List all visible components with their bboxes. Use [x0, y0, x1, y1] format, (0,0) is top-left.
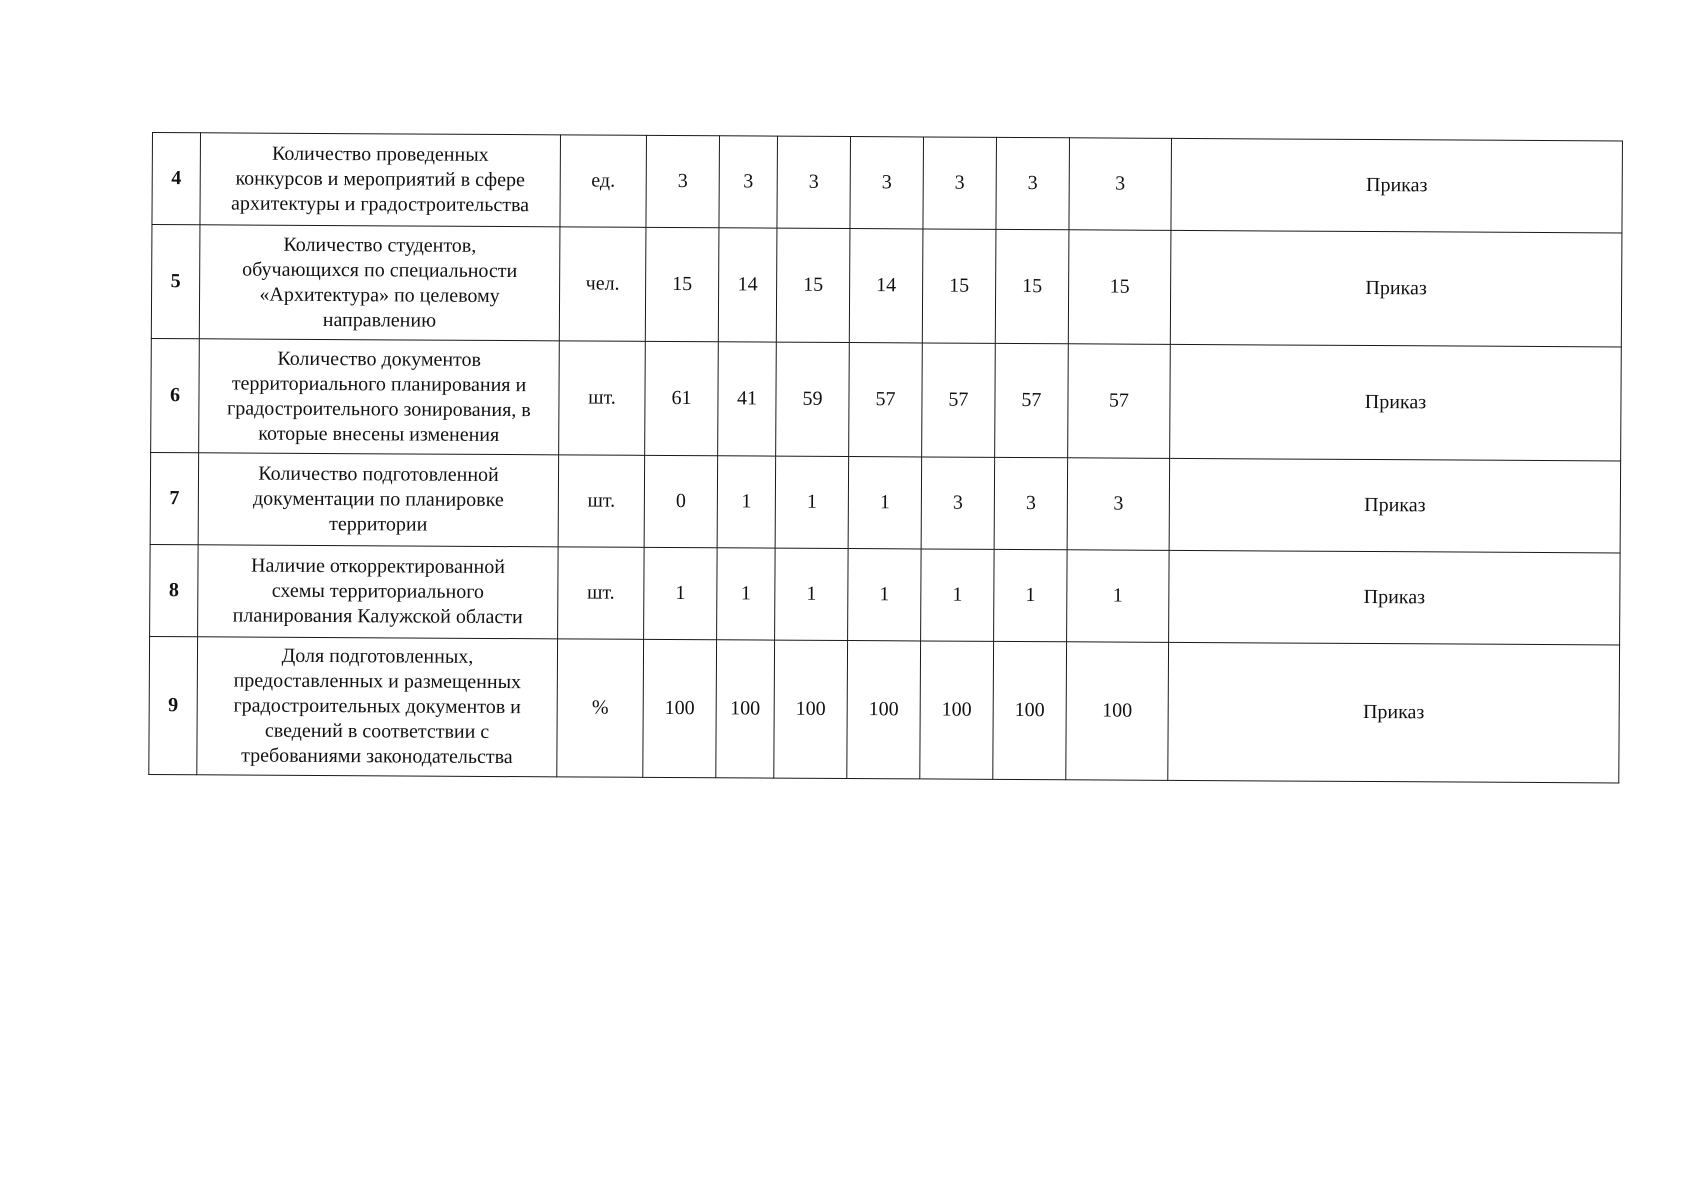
- value-cell: 100: [920, 641, 994, 779]
- indicator-name-line: Количество студентов,: [283, 233, 477, 257]
- indicator-table-wrapper: [148, 132, 1623, 783]
- indicator-name-line: Количество проведенных: [271, 142, 489, 166]
- unit-cell: шт.: [558, 455, 645, 547]
- value-cell: 3: [921, 457, 995, 549]
- value-cell: 3: [996, 137, 1070, 229]
- indicator-name-line: схемы территориального: [271, 579, 484, 603]
- indicator-name: [198, 453, 559, 547]
- row-number: 5: [151, 225, 200, 339]
- indicator-name-line: градостроительных документов и: [233, 694, 521, 719]
- source-cell: Приказ: [1169, 458, 1621, 553]
- unit-cell: ед.: [560, 135, 647, 227]
- value-cell: 100: [993, 641, 1067, 779]
- indicator-name-line: конкурсов и мероприятий в сфере: [235, 167, 526, 192]
- indicator-name-line: требованиями законодательства: [241, 744, 513, 769]
- source-cell: Приказ: [1168, 642, 1620, 783]
- value-cell: 15: [645, 227, 719, 341]
- value-cell: 1: [921, 549, 995, 641]
- value-cell: 14: [849, 229, 923, 343]
- source-cell: Приказ: [1171, 138, 1623, 233]
- indicator-name-line: «Архитектура» по целевому: [259, 283, 500, 307]
- unit-cell: шт.: [558, 547, 645, 639]
- value-cell: 100: [716, 640, 775, 778]
- indicator-table: [148, 132, 1623, 783]
- indicator-name-line: сведений в соответствии с: [264, 719, 490, 743]
- value-cell: 57: [1068, 344, 1171, 459]
- value-cell: 100: [1066, 642, 1169, 781]
- value-cell: 3: [1069, 138, 1172, 231]
- indicator-name-line: Наличие откорректированной: [250, 554, 506, 579]
- value-cell: 1: [775, 456, 849, 548]
- unit-cell: шт.: [559, 341, 646, 455]
- table-row: [150, 452, 1621, 552]
- value-cell: 1: [717, 548, 776, 640]
- value-cell: 1: [644, 547, 718, 639]
- value-cell: 100: [847, 641, 921, 779]
- indicator-name-line: территориального планирования и: [231, 371, 527, 396]
- indicator-name-line: градостроительного зонирования, в: [226, 396, 531, 421]
- row-number: 4: [152, 133, 201, 225]
- table-row: [151, 225, 1622, 347]
- source-cell: Приказ: [1169, 550, 1621, 645]
- value-cell: 3: [1067, 458, 1170, 551]
- value-cell: 0: [644, 455, 718, 547]
- indicator-name: [199, 339, 560, 455]
- indicator-name-line: предоставленных и размещенных: [233, 669, 522, 694]
- table-row: [149, 636, 1620, 782]
- row-number: 8: [150, 544, 199, 636]
- table-row: [150, 544, 1621, 644]
- value-cell: 100: [643, 639, 717, 777]
- indicator-name: [198, 545, 559, 639]
- value-cell: 3: [994, 457, 1068, 549]
- value-cell: 15: [995, 229, 1069, 343]
- value-cell: 1: [848, 549, 922, 641]
- indicator-name-line: территории: [329, 513, 428, 536]
- value-cell: 3: [719, 136, 778, 228]
- value-cell: 1: [1067, 550, 1170, 643]
- indicator-name: [200, 133, 561, 227]
- indicator-name-line: Количество документов: [277, 347, 482, 371]
- indicator-name-line: направлению: [322, 308, 437, 332]
- value-cell: 15: [1068, 230, 1171, 345]
- value-cell: 57: [849, 343, 923, 457]
- table-body: [149, 133, 1623, 783]
- value-cell: 59: [776, 342, 850, 456]
- value-cell: 3: [850, 137, 924, 229]
- source-cell: Приказ: [1170, 344, 1622, 461]
- indicator-name-line: обучающихся по специальности: [242, 258, 518, 282]
- indicator-name-line: планирования Калужской области: [232, 604, 523, 629]
- unit-cell: чел.: [559, 227, 646, 341]
- value-cell: 1: [775, 548, 849, 640]
- value-cell: 1: [717, 456, 776, 548]
- indicator-name: [199, 225, 560, 341]
- value-cell: 3: [646, 135, 720, 227]
- indicator-name: [197, 637, 558, 777]
- value-cell: 1: [848, 457, 922, 549]
- value-cell: 61: [645, 341, 719, 455]
- value-cell: 14: [718, 228, 777, 342]
- table-row: [152, 133, 1623, 233]
- indicator-name-line: Количество подготовленной: [258, 462, 499, 487]
- row-number: 9: [149, 636, 198, 774]
- indicator-name-line: архитектуры и градостроительства: [231, 192, 530, 217]
- source-cell: Приказ: [1170, 230, 1622, 347]
- value-cell: 57: [995, 343, 1069, 457]
- value-cell: 1: [994, 549, 1068, 641]
- value-cell: 57: [922, 343, 996, 457]
- value-cell: 100: [774, 640, 848, 778]
- indicator-name-line: которые внесены изменения: [258, 422, 500, 446]
- value-cell: 3: [923, 137, 997, 229]
- unit-cell: %: [557, 639, 644, 777]
- value-cell: 15: [776, 228, 850, 342]
- indicator-name-line: документации по планировке: [252, 487, 504, 512]
- value-cell: 15: [922, 229, 996, 343]
- table-row: [151, 338, 1622, 460]
- value-cell: 41: [718, 342, 777, 456]
- indicator-name-line: Доля подготовленных,: [281, 644, 474, 668]
- row-number: 7: [150, 452, 199, 544]
- row-number: 6: [151, 338, 200, 452]
- value-cell: 3: [777, 136, 851, 228]
